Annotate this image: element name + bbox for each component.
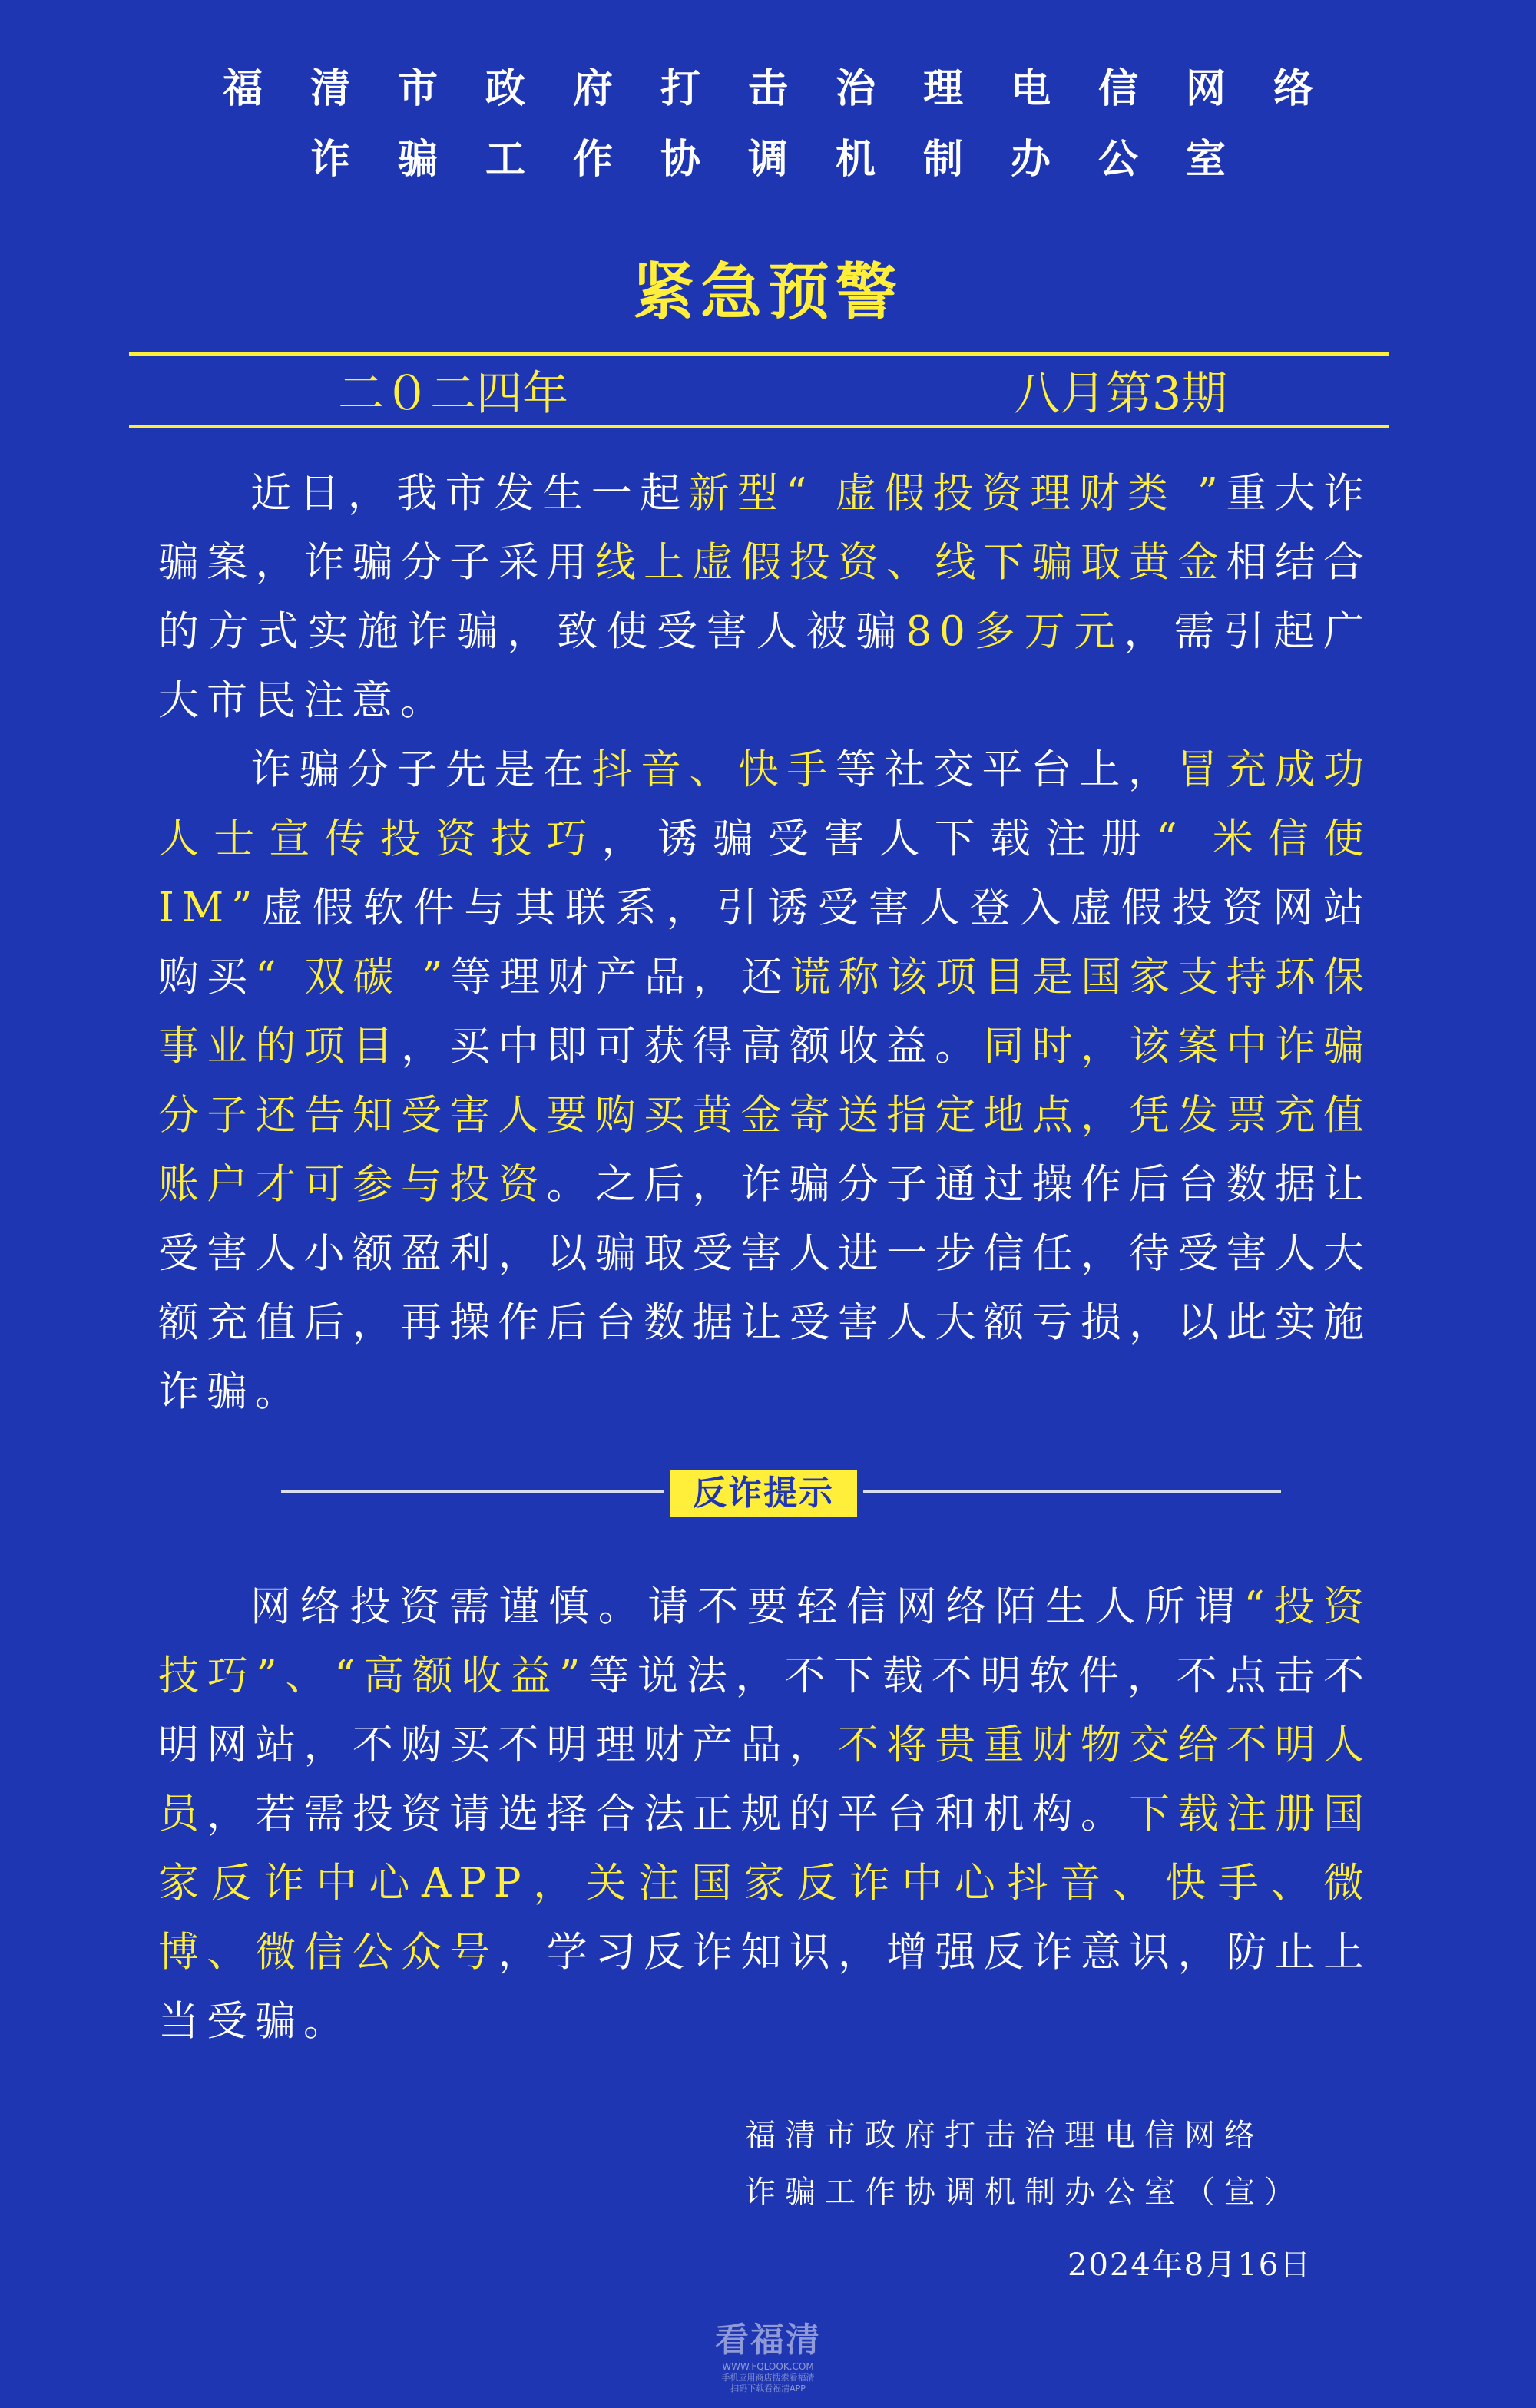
page-title: 紧急预警 xyxy=(633,256,903,328)
body-text: 诈骗分子先是在 xyxy=(250,746,592,793)
body-text: 重大诈骗案，诈骗分子采用 xyxy=(158,470,1372,586)
body-text: 。之后，诈骗分子通过操作后台数据让受害人小额盈利，以骗取受害人进一步信任，待受害人大额充值后，再操作后台数据让受害人大额亏损，以此实施诈骗。 xyxy=(158,1161,1372,1415)
body-text: 等理财产品，还 xyxy=(450,954,790,1001)
body-text: ，诱骗受害人下载注册 xyxy=(601,815,1157,862)
highlighted-text: 线上虚假投资、线下骗取黄金 xyxy=(594,539,1226,586)
issue-year: 二０二四年 xyxy=(338,367,568,421)
bottom-rule xyxy=(129,425,1389,428)
paragraph-case-summary xyxy=(158,459,1372,736)
highlighted-text: “ 米信使 IM” xyxy=(158,815,1372,931)
anti-fraud-tip-badge: 反诈提示 xyxy=(670,1470,857,1517)
body-text: 等说法，不下载不明软件，不点击不明网站，不购买不明理财产品， xyxy=(158,1652,1372,1768)
body-text: 等社交平台上， xyxy=(836,746,1177,793)
highlighted-text: 下载注册国家反诈中心APP，关注国家反诈中心抖音、快手、微博、微信公众号 xyxy=(158,1791,1372,1976)
highlighted-text: 谎称该项目是国家支持环保事业的项目 xyxy=(158,954,1372,1070)
body-text: 近日，我市发生一起 xyxy=(250,470,689,517)
paragraph-case-method xyxy=(158,736,1372,1427)
highlighted-text: “ 双碳 ” xyxy=(255,954,451,1001)
highlighted-text: 不将贵重财物交给不明人员 xyxy=(158,1722,1372,1837)
case-description xyxy=(158,459,1372,1427)
highlighted-text: 新型“ 虚假投资理财类 ” xyxy=(688,470,1226,517)
paragraph-tip xyxy=(158,1573,1372,2056)
top-rule xyxy=(129,352,1389,356)
signature-line-1: 福清市政府打击治理电信网络 xyxy=(745,2118,1264,2153)
body-text: 虚假软件与其联系，引诱受害人登入虚假投资网站购买 xyxy=(158,885,1372,1001)
tip-content xyxy=(158,1573,1372,2056)
body-text: ，需引起广大市民注意。 xyxy=(158,608,1372,724)
body-text: 相结合的方式实施诈骗，致使受害人被骗 xyxy=(158,539,1372,655)
tip-divider-right xyxy=(863,1490,1281,1493)
org-name-line-1: 福清市政府打击治理电信网络 xyxy=(222,65,1361,112)
header xyxy=(0,54,1536,195)
body-text: ，若需投资请选择合法正规的平台和机构。 xyxy=(207,1791,1130,1837)
signature-line-2: 诈骗工作协调机制办公室（宣） xyxy=(745,2175,1304,2210)
highlighted-text: 同时，该案中诈骗分子还告知受害人要购买黄金寄送指定地点，凭发票充值账户才可参与投资 xyxy=(158,1023,1372,1208)
highlighted-text: 80多万元 xyxy=(905,608,1124,655)
watermark-logo xyxy=(668,2320,868,2394)
watermark-brand: 看福清 xyxy=(715,2320,821,2360)
body-text: 网络投资需谨慎。请不要轻信网络陌生人所谓 xyxy=(250,1583,1244,1630)
highlighted-text: 冒充成功人士宣传投资技巧 xyxy=(158,746,1372,862)
watermark-caption-2: 扫码下载看福清APP xyxy=(730,2383,806,2393)
signature-date: 2024年8月16日 xyxy=(1068,2248,1313,2283)
issue-number: 八月第3期 xyxy=(1014,367,1228,421)
watermark-caption-1: 手机应用商店搜索看福清 xyxy=(721,2373,815,2383)
body-text: ，学习反诈知识，增强反诈意识，防止上当受骗。 xyxy=(158,1929,1372,2045)
body-text: ，买中即可获得高额收益。 xyxy=(401,1023,984,1070)
highlighted-text: 抖音、快手 xyxy=(591,746,836,793)
highlighted-text: “投资技巧”、“高额收益” xyxy=(158,1583,1372,1699)
watermark-url: WWW.FQLOOK.COM xyxy=(722,2361,814,2372)
org-name-line-2: 诈骗工作协调机制办公室 xyxy=(310,136,1273,183)
tip-divider-left xyxy=(281,1490,664,1493)
